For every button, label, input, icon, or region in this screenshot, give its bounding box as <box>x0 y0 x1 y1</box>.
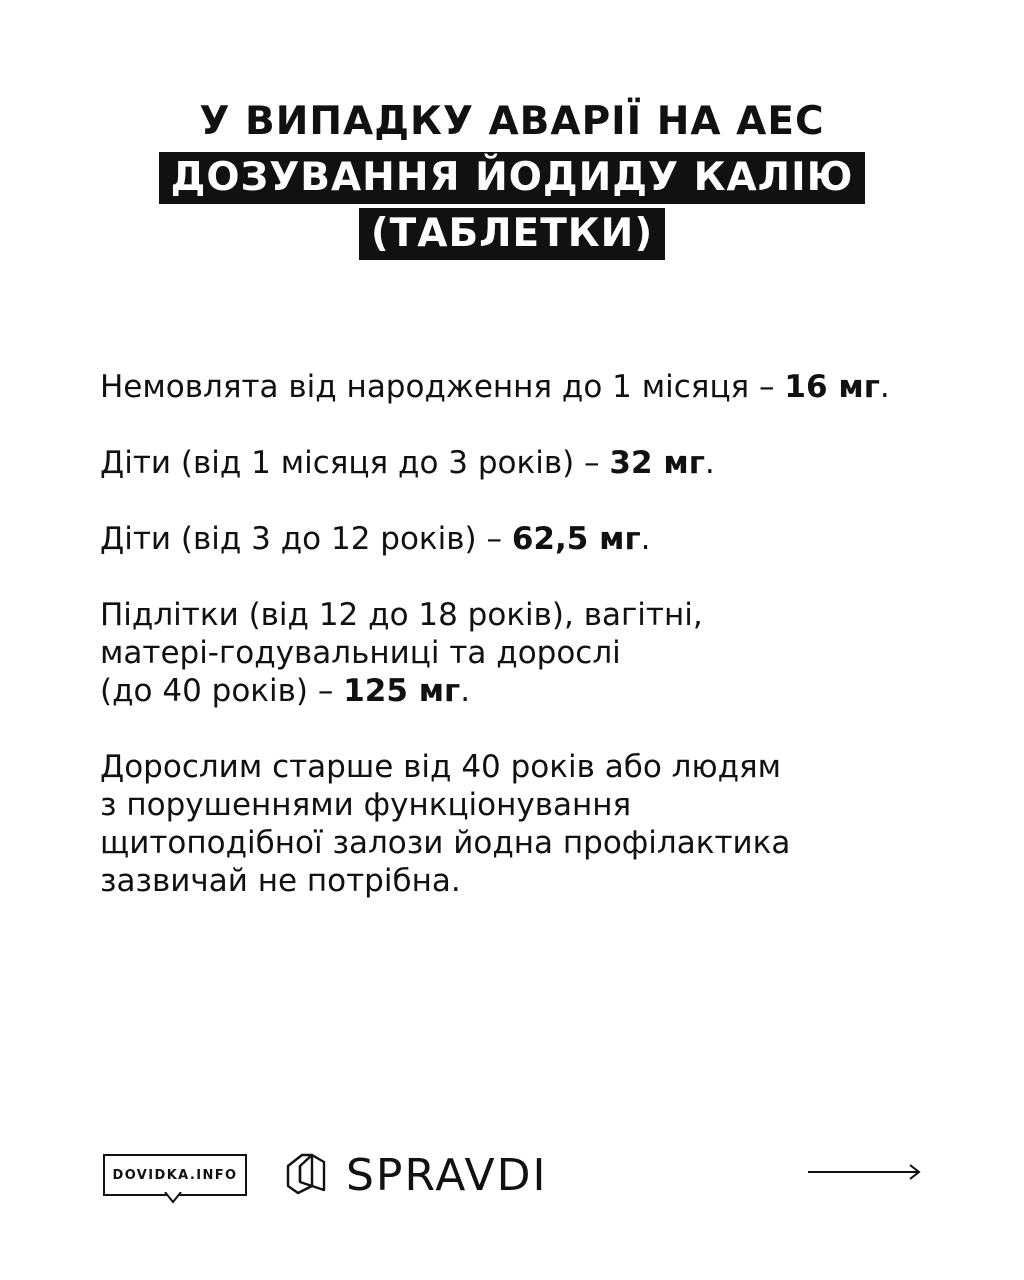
dosage-item-children-3y-12y <box>100 520 960 558</box>
title-line-1 <box>0 96 1024 152</box>
dosage-item-children-1m-3y <box>100 444 960 482</box>
dosage-value: 62,5 мг <box>511 521 641 557</box>
dosage-label: Немовлята від народження до 1 місяця – <box>100 369 785 405</box>
arrow-right-icon[interactable] <box>806 1162 924 1182</box>
dosage-end: . <box>460 673 471 709</box>
dovidka-logo: DOVIDKA.INFO <box>103 1154 247 1196</box>
dosage-value: 32 мг <box>609 445 705 481</box>
dosage-label: Підлітки (від 12 до 18 років), вагітні, матері-годувальниці та дорослі (до 40 років) – <box>100 597 703 709</box>
title-text-1: У ВИПАДКУ АВАРІЇ НА АЕС <box>199 99 825 144</box>
title-text-3: (ТАБЛЕТКИ) <box>359 208 665 260</box>
dosage-list <box>100 368 960 938</box>
dosage-label: Діти (від 3 до 12 років) – <box>100 521 512 557</box>
footer <box>100 1140 924 1220</box>
dosage-label: Діти (від 1 місяця до 3 років) – <box>100 445 610 481</box>
speech-bubble-tail-icon <box>164 1192 182 1210</box>
dosage-value: 16 мг <box>784 369 880 405</box>
dosage-end: . <box>640 521 651 557</box>
dosage-value: 125 мг <box>343 673 461 709</box>
spravdi-logo-icon <box>284 1152 328 1196</box>
dosage-item-infants <box>100 368 960 406</box>
dosage-end: . <box>879 369 890 405</box>
title-text-2: ДОЗУВАННЯ ЙОДИДУ КАЛІЮ <box>159 152 866 204</box>
title-line-3 <box>0 208 1024 264</box>
spravdi-logo: SPRAVDI <box>346 1150 548 1201</box>
dosage-end: . <box>704 445 715 481</box>
page-title <box>0 96 1024 264</box>
title-line-2 <box>0 152 1024 208</box>
note-over-40: Дорослим старше від 40 років або людям з порушеннями функціонування щитоподібної залози йодна профілактика зазвичай не потрібна. <box>100 749 791 899</box>
dosage-item-teens-adults <box>100 596 960 710</box>
